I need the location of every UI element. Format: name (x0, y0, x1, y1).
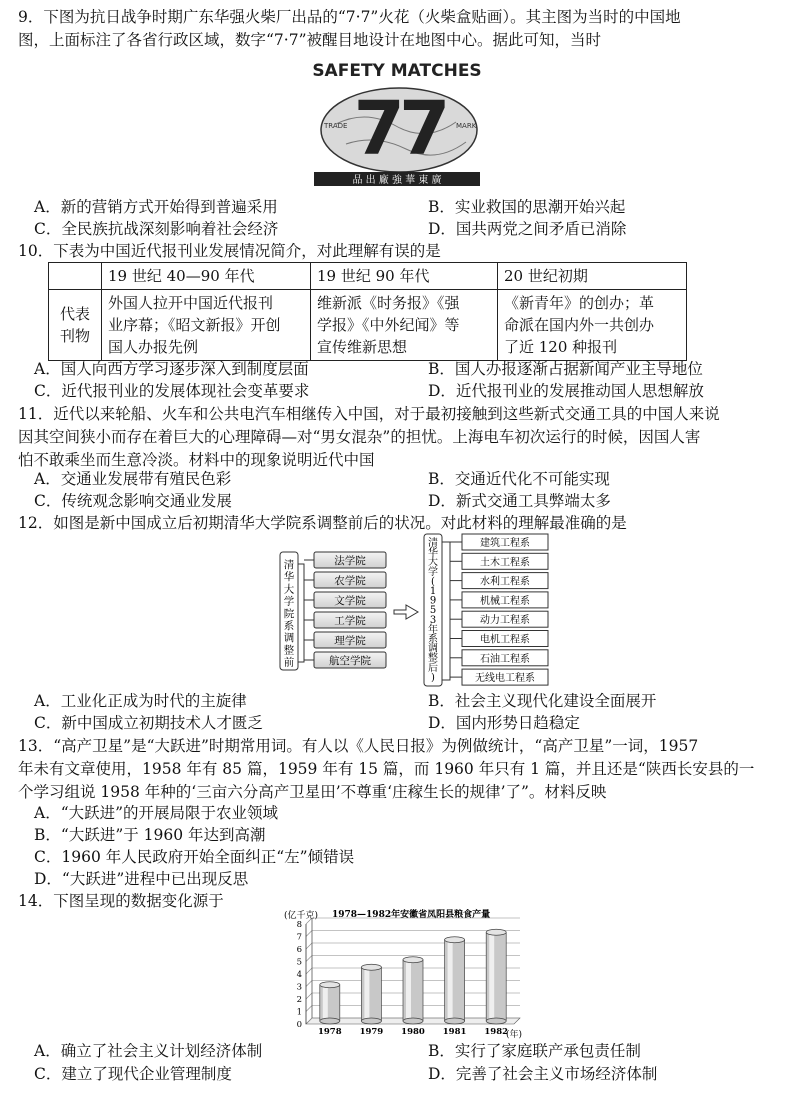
q10-option-d[interactable]: D．近代报刊业的发展推动国人思想解放 (428, 382, 704, 400)
before-dept-box (314, 592, 386, 608)
table-cell (498, 290, 687, 361)
q9-stem-line1: 9．下图为抗日战争时期广东华强火柴厂出品的“7·7”火花（火柴盒贴画）。其主图为当时的中国地 (18, 8, 681, 26)
before-title-char: 整 (283, 644, 295, 657)
y-tick-label: 0 (296, 1020, 302, 1030)
q12-option-c[interactable]: C．新中国成立初期技术人才匮乏 (34, 714, 263, 732)
before-title (284, 558, 295, 669)
q13-stem-line1: 13．“高产卫星”是“大跃进”时期常用词。有人以《人民日报》为例做统计，“高产卫星”一词，1957 (18, 737, 699, 755)
q13-option-b[interactable]: B．“大跃进”于 1960 年达到高潮 (34, 826, 266, 844)
after-dept-label: 电机工程系 (480, 634, 530, 646)
after-dept-box (462, 650, 548, 666)
after-title-char: 1 (429, 586, 437, 597)
before-title-char: 学 (283, 595, 295, 608)
before-dept-box (314, 572, 386, 588)
chart-bar (486, 929, 506, 1024)
q13-option-a[interactable]: A．“大跃进”的开展局限于农业领域 (34, 804, 279, 822)
before-dept-box (314, 612, 386, 628)
after-title-char: 华 (428, 547, 438, 559)
before-title-char: 大 (283, 583, 295, 596)
q9-option-b[interactable]: B．实业救国的思潮开始兴起 (428, 198, 626, 216)
cell-line: 维新派《时务报》《强 (317, 294, 460, 312)
x-tick-label: 1981 (442, 1027, 467, 1037)
x-tick-label: 1979 (359, 1027, 384, 1037)
before-dept-label: 航空学院 (329, 655, 371, 667)
tsinghua-restructure-diagram (278, 532, 564, 690)
chart-bar (445, 937, 465, 1024)
after-title-char: 系 (428, 634, 438, 645)
before-dept-label: 理学院 (334, 635, 366, 647)
y-tick-label: 3 (296, 982, 302, 993)
table-header-cell: 19 世纪 90 年代 (311, 263, 498, 290)
y-tick-label: 5 (296, 957, 302, 968)
trade-text: TRADE (324, 122, 348, 130)
after-title-char: 整 (428, 653, 438, 665)
chart-bar (320, 982, 340, 1024)
after-dept-label: 水利工程系 (480, 576, 530, 588)
y-tick-label: 8 (296, 920, 302, 930)
table-header-row (49, 263, 687, 290)
q10-option-b[interactable]: B．国人办报逐渐占据新闻产业主导地位 (428, 360, 703, 378)
before-dept-box (314, 652, 386, 668)
before-title-char: 调 (283, 632, 295, 645)
y-tick-label: 7 (296, 932, 302, 943)
row-label-line: 代表 (59, 305, 90, 323)
table-cell (102, 290, 311, 361)
factory-name-text: 品 出 廠 強 華 東 廣 (352, 175, 442, 186)
before-dept-label: 工学院 (334, 615, 366, 627)
after-dept-label: 石油工程系 (480, 653, 530, 665)
row-label-line: 刊物 (59, 327, 90, 345)
q10-option-a[interactable]: A．国人向西方学习逐步深入到制度层面 (34, 360, 309, 378)
q11-stem-line3: 怕不敢乘坐而生意冷淡。材料中的现象说明近代中国 (18, 451, 375, 469)
mark-text: MARK (456, 122, 477, 130)
before-title-char: 院 (283, 607, 295, 620)
q11-stem-line2: 因其空间狭小而存在着巨大的心理障碍—对“男女混杂”的担忧。上海电车初次运行的时候，因国人害 (18, 428, 701, 446)
y-tick-label: 1 (296, 1007, 302, 1018)
chart-bar (361, 964, 381, 1024)
after-dept-box (462, 534, 548, 550)
q9-option-a[interactable]: A．新的营销方式开始得到普遍采用 (34, 198, 278, 216)
q12-option-d[interactable]: D．国内形势日趋稳定 (428, 714, 580, 732)
after-title-char: 调 (428, 643, 438, 655)
grain-output-chart (284, 906, 540, 1040)
before-title-char: 华 (283, 571, 295, 584)
cell-line: 了近 120 种报刊 (504, 338, 618, 356)
q13-stem-line2: 年未有文章使用，1958 年有 85 篇，1959 年有 15 篇，而 1960 年只有 1 篇，并且还是“陕西长安县的一 (18, 760, 755, 778)
table-header-cell: 19 世纪 40—90 年代 (102, 263, 311, 290)
q10-option-c[interactable]: C．近代报刊业的发展体现社会变革要求 (34, 382, 310, 400)
after-dept-label: 动力工程系 (480, 615, 530, 627)
after-dept-box (462, 631, 548, 647)
q13-option-c[interactable]: C．1960 年人民政府开始全面纠正“左”倾错误 (34, 848, 355, 866)
after-dept-label: 土木工程系 (480, 557, 530, 569)
safety-matches-text: SAFETY MATCHES (312, 61, 482, 81)
table-header-cell (49, 263, 102, 290)
before-title-char: 系 (283, 620, 295, 632)
table-header-cell: 20 世纪初期 (498, 263, 687, 290)
after-title-char: 9 (429, 595, 437, 607)
arrow-icon (394, 605, 418, 619)
cell-line: 宣传维新思想 (317, 338, 408, 356)
q9-option-d[interactable]: D．国共两党之间矛盾已消除 (428, 220, 627, 238)
q11-option-d[interactable]: D．新式交通工具弊端太多 (428, 492, 611, 510)
cell-line: 业序幕；《昭文新报》开创 (108, 316, 281, 334)
cell-line: 《新青年》的创办；革 (504, 294, 655, 312)
q14-option-b[interactable]: B．实行了家庭联产承包责任制 (428, 1042, 641, 1060)
after-title-char: 学 (428, 566, 438, 578)
after-dept-box (462, 669, 548, 685)
table-row-label (49, 290, 102, 361)
cell-line: 国人办报先例 (108, 338, 199, 356)
after-title-char: ( (431, 576, 435, 588)
table-row (49, 290, 687, 361)
chart-title: 1978—1982年安徽省凤阳县粮食产量 (332, 910, 491, 920)
after-dept-label: 机械工程系 (480, 595, 530, 607)
after-title-char: ) (431, 672, 435, 684)
chart-xlabel: (年) (506, 1030, 523, 1040)
q14-stem: 14．下图呈现的数据变化源于 (18, 892, 224, 910)
seven-seven-number: 77 (353, 86, 445, 172)
before-dept-label: 法学院 (334, 555, 366, 567)
cell-line: 学报》《中外纪闻》等 (317, 316, 460, 334)
before-title-char: 清 (283, 559, 295, 571)
q11-option-a[interactable]: A．交通业发展带有殖民色彩 (34, 470, 232, 488)
after-dept-label: 建筑工程系 (480, 538, 530, 549)
q12-option-b[interactable]: B．社会主义现代化建设全面展开 (428, 692, 657, 710)
x-tick-label: 1978 (317, 1027, 342, 1037)
y-tick-label: 2 (296, 995, 302, 1005)
before-dept-box (314, 632, 386, 648)
q9-stem-line2: 图，上面标注了各省行政区域，数字“7·7”被醒目地设计在地图中心。据此可知，当时 (18, 31, 602, 49)
before-dept-label: 文学院 (334, 595, 366, 607)
q13-option-d[interactable]: D．“大跃进”进程中已出现反思 (34, 870, 249, 888)
q14-option-d[interactable]: D．完善了社会主义市场经济体制 (428, 1065, 658, 1083)
after-dept-box (462, 573, 548, 589)
after-dept-label: 无线电工程系 (475, 673, 535, 685)
q12-option-a[interactable]: A．工业化正成为时代的主旋律 (34, 692, 247, 710)
q11-option-b[interactable]: B．交通近代化不可能实现 (428, 470, 610, 488)
newspaper-table (48, 262, 687, 361)
after-title-char: 清 (428, 538, 438, 549)
q11-stem-line1: 11．近代以来轮船、火车和公共电汽车相继传入中国，对于最初接触到这些新式交通工具的中国人来说 (18, 405, 720, 423)
y-tick-label: 4 (296, 970, 302, 980)
before-dept-box (314, 552, 386, 568)
before-title-char: 前 (283, 656, 295, 669)
table-cell (311, 290, 498, 361)
q11-option-c[interactable]: C．传统观念影响交通业发展 (34, 492, 232, 510)
chart-ylabel: (亿千克) (284, 911, 319, 921)
after-title-char: 3 (429, 614, 437, 626)
after-title-char: 大 (428, 557, 438, 569)
after-dept-box (462, 611, 548, 627)
after-dept-box (462, 553, 548, 569)
before-dept-label: 农学院 (334, 575, 366, 587)
chart-bar (403, 957, 423, 1024)
cell-line: 外国人拉开中国近代报刊 (108, 294, 274, 312)
after-title-char: 年 (428, 624, 438, 636)
q14-option-a[interactable]: A．确立了社会主义计划经济体制 (34, 1042, 263, 1060)
matchbox-label-image (306, 54, 488, 188)
after-title-char: 后 (428, 662, 438, 674)
q10-stem: 10．下表为中国近代报刊业发展情况简介，对此理解有误的是 (18, 242, 441, 260)
q13-stem-line3: 个学习组说 1958 年种的‘三亩六分高产卫星田’不尊重‘庄稼生长的规律’了”。材料反映 (18, 783, 607, 801)
q12-stem: 12．如图是新中国成立后初期清华大学院系调整前后的状况。对此材料的理解最准确的是 (18, 514, 627, 532)
cell-line: 命派在国内外一共创办 (504, 316, 655, 334)
q14-option-c[interactable]: C．建立了现代企业管理制度 (34, 1065, 232, 1083)
after-title-char: 5 (429, 605, 437, 617)
x-tick-label: 1982 (484, 1027, 509, 1037)
after-dept-box (462, 592, 548, 608)
q9-option-c[interactable]: C．全民族抗战深刻影响着社会经济 (34, 220, 279, 238)
y-tick-label: 6 (296, 945, 302, 955)
x-tick-label: 1980 (401, 1027, 425, 1037)
